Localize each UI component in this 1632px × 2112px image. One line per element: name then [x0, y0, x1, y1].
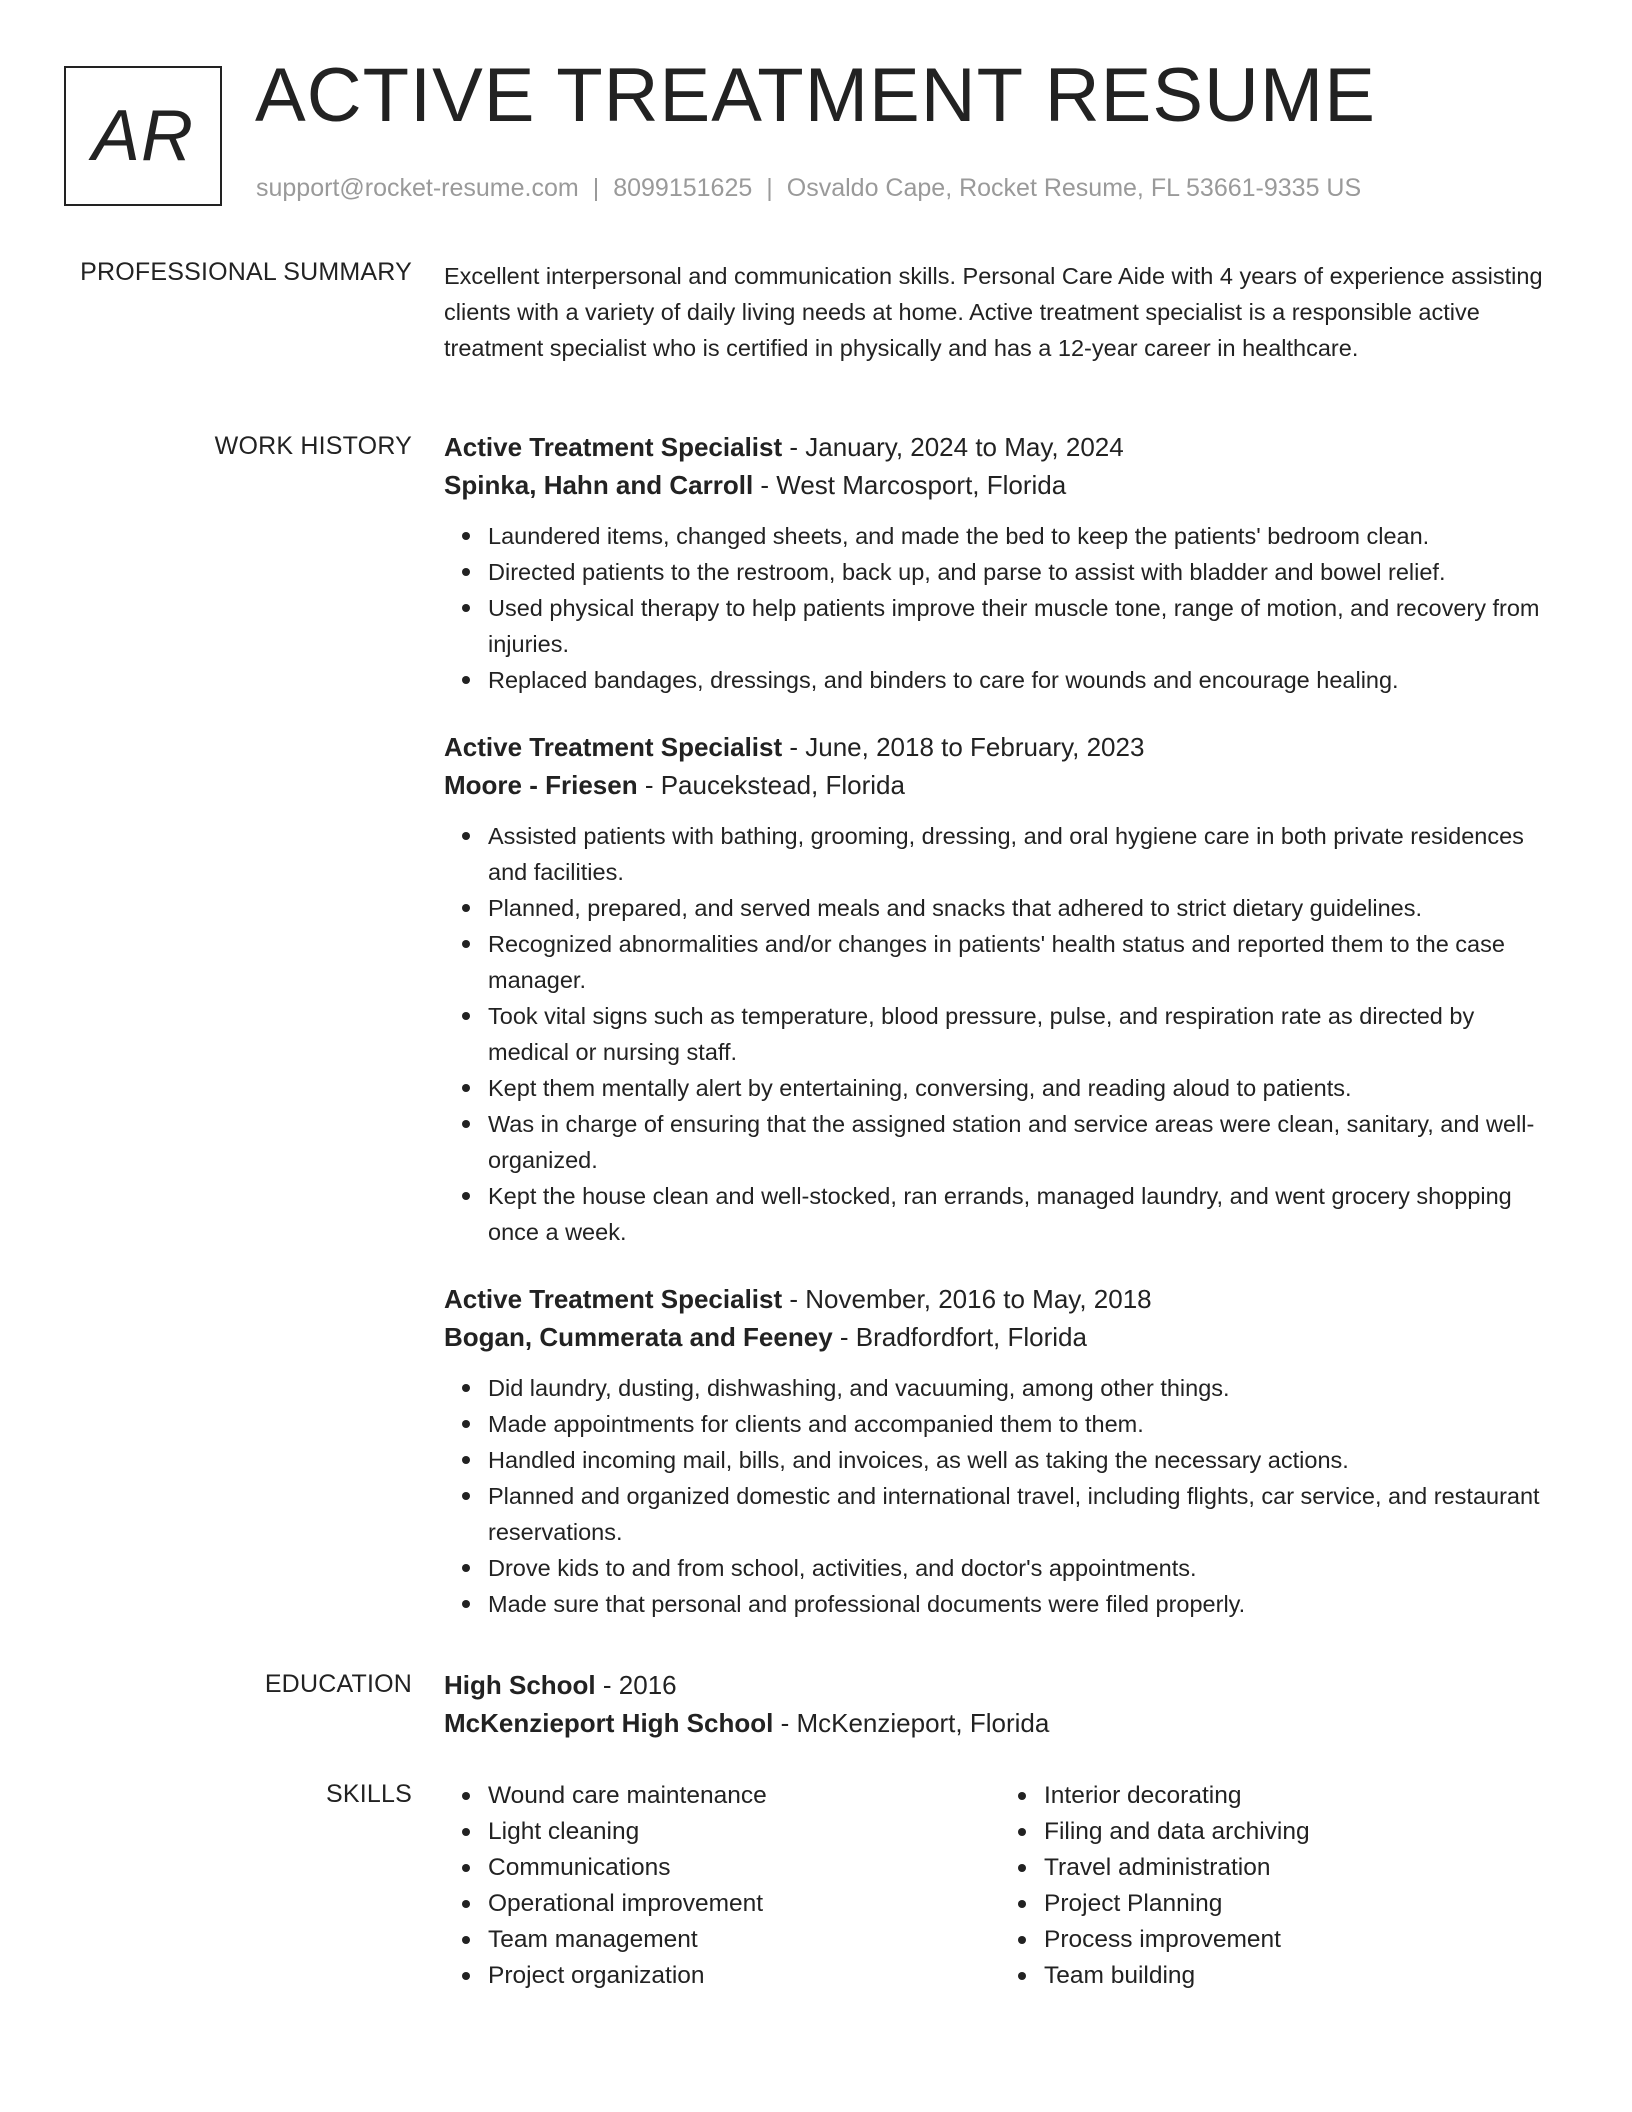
job-company-line	[444, 766, 1556, 804]
job-bullet: Was in charge of ensuring that the assigned station and service areas were clean, sanitary, and well-organized.	[488, 1106, 1556, 1178]
job-bullets	[444, 818, 1556, 1250]
job-bullet: Made appointments for clients and accompanied them to them.	[488, 1406, 1556, 1442]
education-year: - 2016	[595, 1670, 677, 1700]
job-bullet: Handled incoming mail, bills, and invoices, as well as taking the necessary actions.	[488, 1442, 1556, 1478]
skills-list-left	[444, 1778, 1000, 1994]
job-bullet: Kept them mentally alert by entertaining, conversing, and reading aloud to patients.	[488, 1070, 1556, 1106]
job-bullet: Made sure that personal and professional documents were filed properly.	[488, 1586, 1556, 1622]
job-bullet: Directed patients to the restroom, back up, and parse to assist with bladder and bowel relief.	[488, 554, 1556, 590]
contact-phone: 8099151625	[613, 174, 753, 202]
education-degree: High School	[444, 1670, 596, 1700]
job-dates: - January, 2024 to May, 2024	[782, 432, 1124, 462]
job-dates: - November, 2016 to May, 2018	[782, 1284, 1152, 1314]
section-label-summary: PROFESSIONAL SUMMARY	[80, 258, 412, 286]
job-dates: - June, 2018 to February, 2023	[782, 732, 1145, 762]
job-bullet: Kept the house clean and well-stocked, ran errands, managed laundry, and went grocery shopping once a week.	[488, 1178, 1556, 1250]
education-school-line	[444, 1704, 1556, 1742]
job-company: Spinka, Hahn and Carroll	[444, 470, 754, 500]
section-label-education: EDUCATION	[264, 1670, 412, 1698]
job-title-line	[444, 1280, 1556, 1318]
skill-item: Light cleaning	[488, 1814, 1000, 1850]
contact-address: Osvaldo Cape, Rocket Resume, FL 53661-9335 US	[786, 174, 1362, 202]
job-company-line	[444, 466, 1556, 504]
job-company: Moore - Friesen	[444, 770, 638, 800]
initials: AR	[91, 96, 195, 176]
job-bullet: Planned and organized domestic and international travel, including flights, car service, and restaurant reservations.	[488, 1478, 1556, 1550]
jobs-list	[444, 428, 1556, 1652]
job-bullet: Recognized abnormalities and/or changes in patients' health status and reported them to the case manager.	[488, 926, 1556, 998]
skill-item: Project Planning	[1044, 1886, 1556, 1922]
job-bullet: Assisted patients with bathing, grooming, dressing, and oral hygiene care in both private residences and facilities.	[488, 818, 1556, 890]
job-title-line	[444, 428, 1556, 466]
monogram-badge	[64, 66, 222, 206]
summary-text: Excellent interpersonal and communication skills. Personal Care Aide with 4 years of experience assisting clients with a variety of daily living needs at home. Active treatment specialist is a responsible active treatment specialist who is certified in physically and has a 12-year career in healthcare.	[444, 263, 1543, 361]
skill-item: Travel administration	[1044, 1850, 1556, 1886]
skill-item: Communications	[488, 1850, 1000, 1886]
skill-item: Operational improvement	[488, 1886, 1000, 1922]
job-bullets	[444, 518, 1556, 698]
job-company: Bogan, Cummerata and Feeney	[444, 1322, 833, 1352]
skill-item: Process improvement	[1044, 1922, 1556, 1958]
resume-title: ACTIVE TREATMENT RESUME	[255, 53, 1376, 138]
job-title-line	[444, 728, 1556, 766]
contact-separator: |	[592, 174, 600, 202]
section-label-work-history: WORK HISTORY	[214, 432, 412, 460]
contact-line	[256, 174, 1361, 203]
job-bullets	[444, 1370, 1556, 1622]
skills-list-right	[1000, 1778, 1556, 1994]
contact-email: support@rocket-resume.com	[256, 174, 579, 202]
skill-item: Project organization	[488, 1958, 1000, 1994]
job-bullet: Drove kids to and from school, activities, and doctor's appointments.	[488, 1550, 1556, 1586]
job-title: Active Treatment Specialist	[444, 732, 783, 762]
job-bullet: Planned, prepared, and served meals and snacks that adhered to strict dietary guidelines.	[488, 890, 1556, 926]
job-entry	[444, 1280, 1556, 1622]
job-title: Active Treatment Specialist	[444, 432, 783, 462]
job-location: - Bradfordfort, Florida	[832, 1322, 1087, 1352]
job-title: Active Treatment Specialist	[444, 1284, 783, 1314]
job-bullet: Used physical therapy to help patients improve their muscle tone, range of motion, and recovery from injuries.	[488, 590, 1556, 662]
skill-item: Team building	[1044, 1958, 1556, 1994]
job-bullet: Took vital signs such as temperature, blood pressure, pulse, and respiration rate as directed by medical or nursing staff.	[488, 998, 1556, 1070]
job-entry	[444, 728, 1556, 1250]
education-degree-line	[444, 1666, 1556, 1704]
job-company-line	[444, 1318, 1556, 1356]
skill-item: Team management	[488, 1922, 1000, 1958]
skill-item: Filing and data archiving	[1044, 1814, 1556, 1850]
job-entry	[444, 428, 1556, 698]
section-label-skills: SKILLS	[326, 1780, 412, 1808]
contact-separator: |	[766, 174, 773, 202]
job-bullet: Did laundry, dusting, dishwashing, and vacuuming, among other things.	[488, 1370, 1556, 1406]
job-bullet: Replaced bandages, dressings, and binders to care for wounds and encourage healing.	[488, 662, 1556, 698]
job-location: - West Marcosport, Florida	[753, 470, 1067, 500]
job-location: - Paucekstead, Florida	[637, 770, 905, 800]
skill-item: Wound care maintenance	[488, 1778, 1000, 1814]
skill-item: Interior decorating	[1044, 1778, 1556, 1814]
education-school: McKenzieport High School	[444, 1708, 774, 1738]
job-bullet: Laundered items, changed sheets, and made the bed to keep the patients' bedroom clean.	[488, 518, 1556, 554]
education-location: - McKenzieport, Florida	[773, 1708, 1050, 1738]
